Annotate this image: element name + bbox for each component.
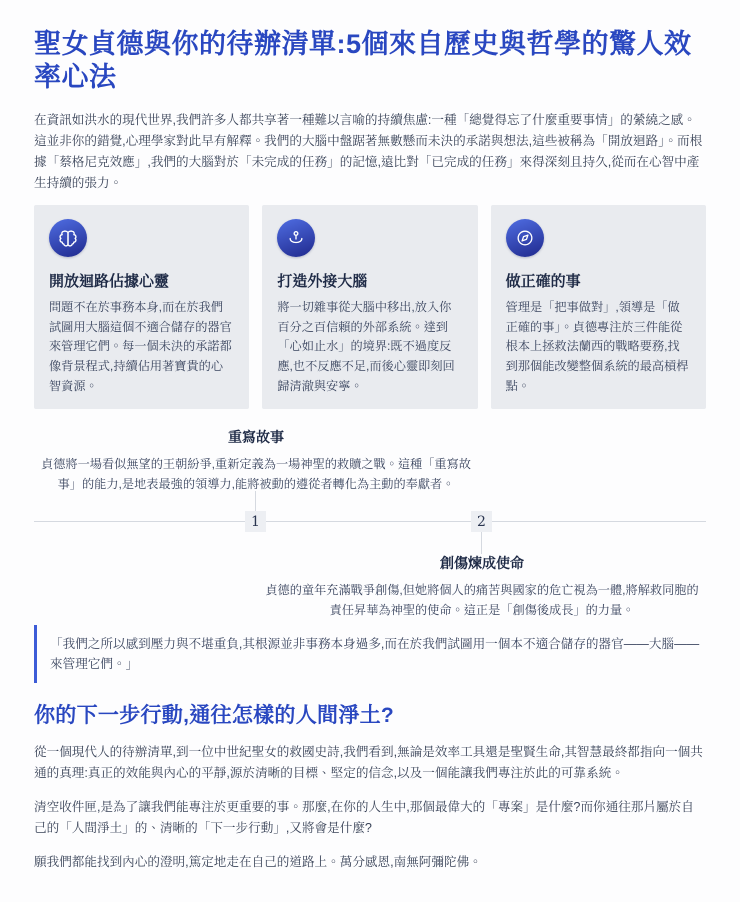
- closing-paragraph-3: 願我們都能找到內心的澄明,篤定地走在自己的道路上。萬分感恩,南無阿彌陀佛。: [34, 854, 482, 869]
- intro-paragraph: 在資訊如洪水的現代世界,我們許多人都共享著一種難以言喻的持續焦慮:一種「總覺得忘了什麼重要事情」的縈繞之感。這並非你的錯覺,心理學家對此早有解釋。我們的大腦中盤踞著無數懸而未決的承諾與想法,這些被稱為「開放迴路」。而根據「蔡格尼克效應」,我們的大腦對於「未完成的任務」的記憶,遠比對「已完成的任務」來得深刻且持久,從而在心智中產生持續的張力。: [34, 112, 703, 190]
- closing-paragraph-2: 清空收件匣,是為了讓我們能專注於更重要的事。那麼,在你的人生中,那個最偉大的「專案」是什麼?而你通往那片屬於自己的「人間淨土」的、清晰的「下一步行動」,又將會是什麼?: [34, 800, 694, 835]
- card-open-loops: [34, 205, 249, 409]
- closing-section-title: 你的下一步行動,通往怎樣的人間淨土?: [34, 704, 395, 728]
- timeline-item-2: [262, 553, 702, 621]
- card-body: 管理是「把事做對」,領導是「做正確的事」。貞德專注於三件能從根本上拯救法蘭西的戰略要務,找到那個能改變整個系統的最高槓桿點。: [505, 300, 689, 393]
- timeline-marker-1: 1: [245, 511, 266, 532]
- timeline-connector-up: [255, 491, 256, 513]
- compass-icon: [506, 219, 544, 257]
- card-body: 問題不在於事務本身,而在於我們試圖用大腦這個不適合儲存的器官來管理它們。每一個未決的承諾都像背景程式,持續佔用著寶貴的心智資源。: [49, 300, 232, 393]
- concept-cards: [34, 205, 706, 409]
- timeline-item-1: [36, 427, 476, 495]
- timeline-marker-2: 2: [471, 511, 492, 532]
- closing-paragraph-1: 從一個現代人的待辦清單,到一位中世紀聖女的救國史詩,我們看到,無論是效率工具還是聖賢生命,其智慧最終都指向一個共通的真理:真正的效能與內心的平靜,源於清晰的目標、堅定的信念,以及一個能讓我們專注於此的可靠系統。: [34, 745, 703, 781]
- inbox-upload-icon: [277, 219, 315, 257]
- card-title: 開放迴路佔據心靈: [49, 273, 170, 291]
- timeline: [34, 427, 706, 617]
- pull-quote: 「我們之所以感到壓力與不堪重負,其根源並非事務本身過多,而在於我們試圖用一個本不適合儲存的器官——大腦——來管理它們。」: [34, 625, 706, 683]
- card-title: 做正確的事: [505, 273, 581, 291]
- card-body: 將一切雜事從大腦中移出,放入你百分之百信賴的外部系統。達到「心如止水」的境界:既不過度反應,也不反應不足,而後心靈即刻回歸清澈與安寧。: [277, 300, 455, 393]
- timeline-item-title: 重寫故事: [228, 429, 284, 446]
- timeline-item-title: 創傷煉成使命: [440, 555, 524, 572]
- timeline-axis-line: [34, 521, 706, 522]
- page-title: 聖女貞德與你的待辦清單:5個來自歷史與哲學的驚人效率心法: [34, 29, 692, 92]
- timeline-item-body: 貞德的童年充滿戰爭創傷,但她將個人的痛苦與國家的危亡視為一體,將解救同胞的責任昇華為神聖的使命。這正是「創傷後成長」的力量。: [265, 583, 699, 617]
- timeline-item-body: 貞德將一場看似無望的王朝紛爭,重新定義為一場神聖的救贖之戰。這種「重寫故事」的能力,是地表最強的領導力,能將被動的遵從者轉化為主動的奉獻者。: [41, 457, 471, 491]
- card-title: 打造外接大腦: [277, 273, 368, 291]
- timeline-connector-down: [481, 532, 482, 554]
- card-external-brain: [262, 205, 477, 409]
- card-right-things: [491, 205, 706, 409]
- brain-icon: [49, 219, 87, 257]
